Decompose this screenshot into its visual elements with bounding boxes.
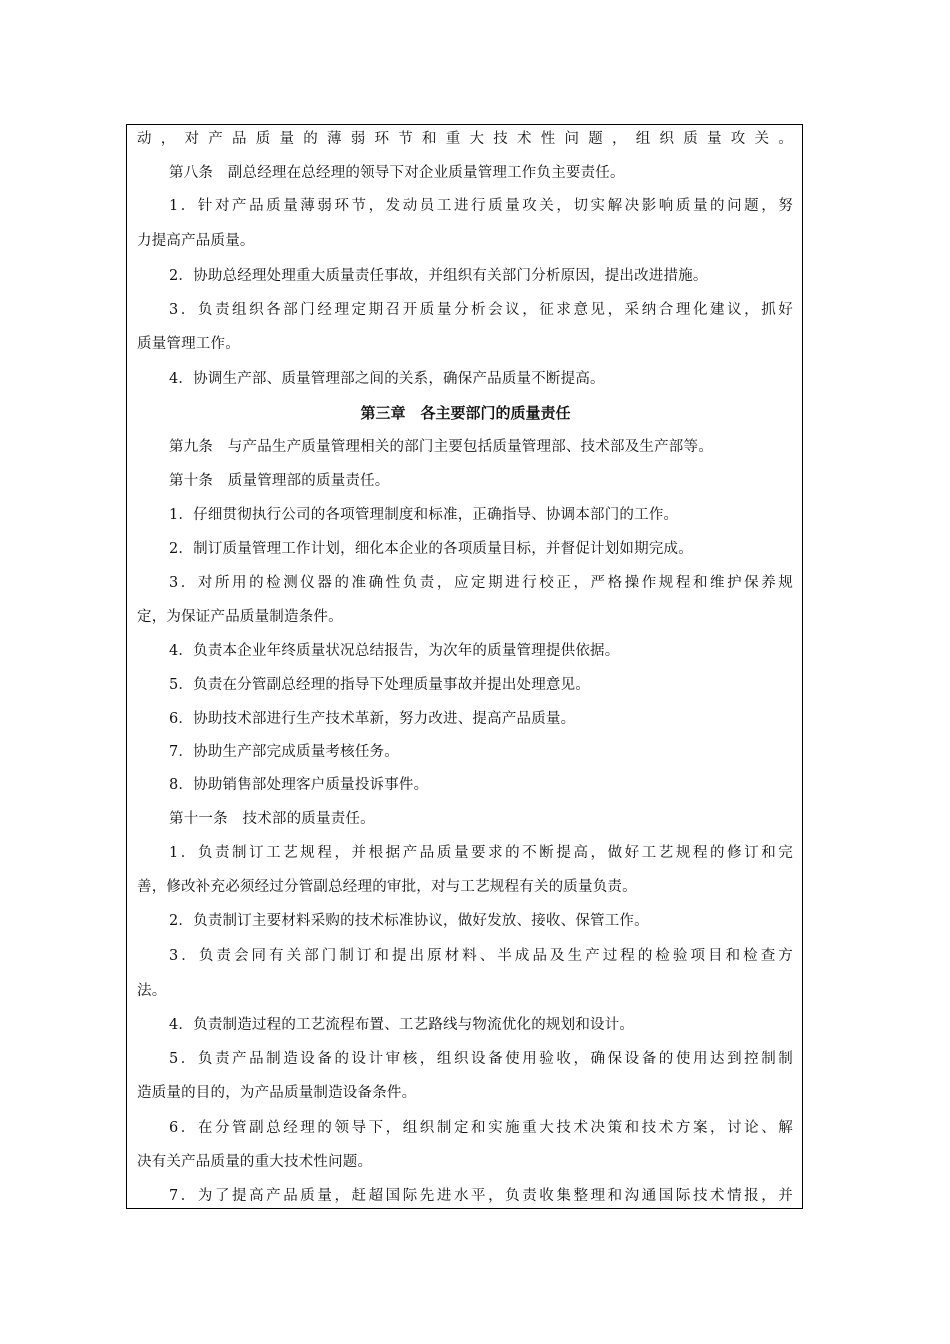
text-line: 3．对所用的检测仪器的准确性负责，应定期进行校正，严格操作规程和维护保养规 (169, 575, 793, 591)
text-line: 3．负责组织各部门经理定期召开质量分析会议，征求意见，采纳合理化建议，抓好 (169, 302, 793, 318)
text-line: 定，为保证产品质量制造条件。 (137, 609, 343, 625)
text-line: 1．负责制订工艺规程，并根据产品质量要求的不断提高，做好工艺规程的修订和完 (169, 845, 793, 861)
text-line: 7．协助生产部完成质量考核任务。 (169, 744, 399, 760)
text-line: 5．负责在分管副总经理的指导下处理质量事故并提出处理意见。 (169, 677, 591, 693)
text-line: 造质量的目的，为产品质量制造设备条件。 (137, 1085, 417, 1101)
article-9: 第九条 与产品生产质量管理相关的部门主要包括质量管理部、技术部及生产部等。 (169, 439, 713, 455)
text-line: 2．制订质量管理工作计划，细化本企业的各项质量目标，并督促计划如期完成。 (169, 541, 693, 557)
text-line: 6．协助技术部进行生产技术革新，努力改进、提高产品质量。 (169, 711, 576, 727)
text-line: 1．针对产品质量薄弱环节，发动员工进行质量攻关，切实解决影响质量的问题，努 (169, 198, 793, 214)
text-line: 4．负责制造过程的工艺流程布置、工艺路线与物流优化的规划和设计。 (169, 1017, 635, 1033)
text-line: 动，对产品质量的薄弱环节和重大技术性问题，组织质量攻关。 (137, 131, 793, 147)
text-line: 法。 (137, 983, 167, 999)
chapter-heading: 第三章 各主要部门的质量责任 (360, 404, 571, 422)
text-line: 6．在分管副总经理的领导下，组织制定和实施重大技术决策和技术方案，讨论、解 (169, 1120, 793, 1136)
article-11: 第十一条 技术部的质量责任。 (169, 811, 375, 827)
article-10: 第十条 质量管理部的质量责任。 (169, 473, 390, 489)
text-line: 2．协助总经理处理重大质量责任事故，并组织有关部门分析原因，提出改进措施。 (169, 268, 708, 284)
text-line: 7．为了提高产品质量，赶超国际先进水平，负责收集整理和沟通国际技术情报，并 (169, 1188, 793, 1204)
text-line: 2．负责制订主要材料采购的技术标准协议，做好发放、接收、保管工作。 (169, 913, 649, 929)
article-8: 第八条 副总经理在总经理的领导下对企业质量管理工作负主要责任。 (169, 165, 625, 181)
text-line: 4．负责本企业年终质量状况总结报告，为次年的质量管理提供依据。 (169, 643, 620, 659)
document-frame (126, 124, 803, 1209)
text-line: 质量管理工作。 (137, 336, 240, 352)
text-line: 4．协调生产部、质量管理部之间的关系，确保产品质量不断提高。 (169, 371, 605, 387)
text-line: 1．仔细贯彻执行公司的各项管理制度和标准，正确指导、协调本部门的工作。 (169, 507, 679, 523)
text-line: 力提高产品质量。 (137, 233, 255, 249)
text-line: 善，修改补充必须经过分管副总经理的审批，对与工艺规程有关的质量负责。 (137, 879, 637, 895)
text-line: 3．负责会同有关部门制订和提出原材料、半成品及生产过程的检验项目和检查方 (169, 948, 793, 964)
text-line: 5．负责产品制造设备的设计审核，组织设备使用验收，确保设备的使用达到控制制 (169, 1051, 793, 1067)
text-line: 决有关产品质量的重大技术性问题。 (137, 1154, 373, 1170)
text-line: 8．协助销售部处理客户质量投诉事件。 (169, 777, 429, 793)
